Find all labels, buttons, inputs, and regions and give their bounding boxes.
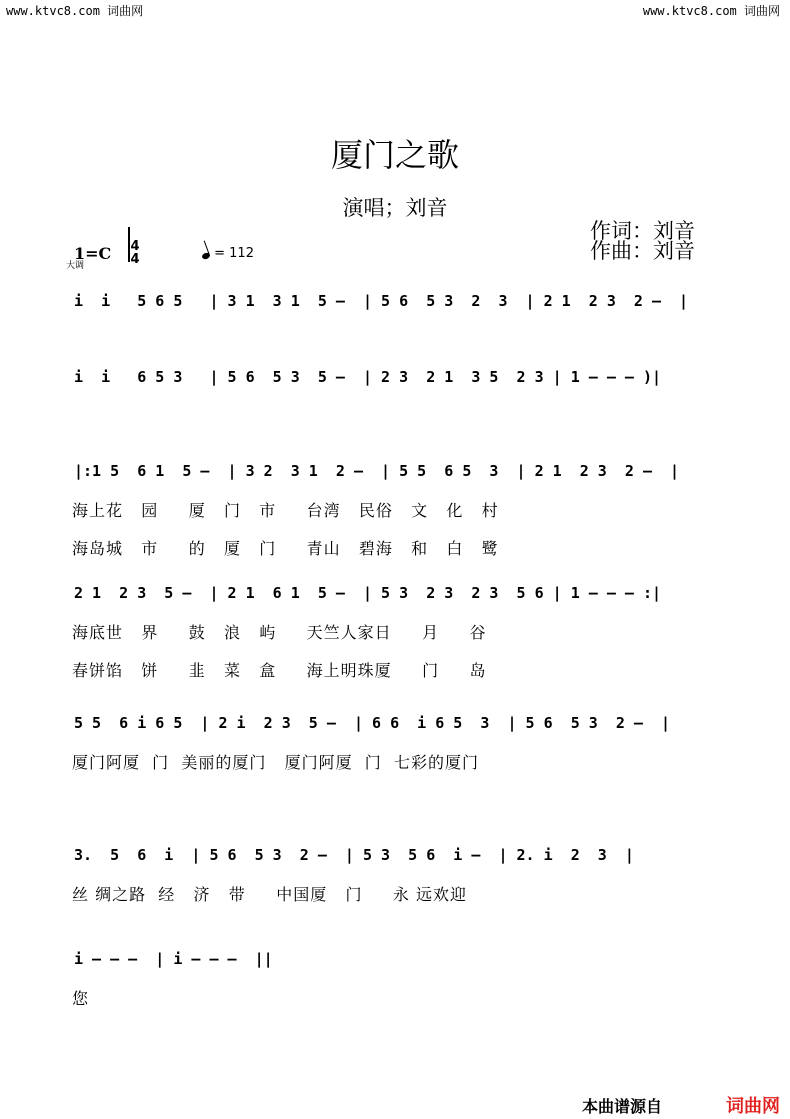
score-row-6-notes: 3. 5 6 i | 5 6 5 3 2 – | 5 3 5 6 i – | 2. i 2 3 | [74, 846, 634, 864]
score-row-4-notes: 2 1 2 3 5 – | 2 1 6 1 5 – | 5 3 2 3 2 3 5 6 | 1 – – – :| [74, 584, 661, 602]
score-row-4-lyric-2: 春饼馅 饼 韭 菜 盒 海上明珠厦 门 岛 [72, 661, 487, 680]
score-row-5-notes: 5 5 6 i 6 5 | 2 i 2 3 5 – | 6 6 i 6 5 3 | 5 6 5 3 2 – | [74, 714, 671, 732]
score-row-7-notes: i – – – | i – – – || [74, 950, 273, 968]
time-bottom: 4 [130, 252, 140, 267]
score-row-3-lyric-2: 海岛城 市 的 厦 门 青山 碧海 和 白 鹭 [72, 539, 499, 558]
score-row-3-lyric-1: 海上花 园 厦 门 市 台湾 民俗 文 化 村 [72, 501, 499, 520]
score-row-3-notes: |:1 5 6 1 5 – | 3 2 3 1 2 – | 5 5 6 5 3 | 2 1 2 3 2 – | [74, 462, 680, 480]
score-row-7-lyric-1: 您 [72, 989, 90, 1008]
singer: 演唱；刘音 [342, 196, 448, 220]
time-signature [128, 240, 142, 266]
score-row-6-lyric-1: 丝 绸之路 经 济 带 中国厦 门 永 远欢迎 [72, 885, 467, 904]
watermark-left: www.ktvc8.com 词曲网 [6, 4, 144, 18]
score-row-5-lyric-1: 厦门阿厦 门 美丽的厦门 厦门阿厦 门 七彩的厦门 [72, 753, 479, 772]
song-title: 厦门之歌 [330, 136, 459, 174]
score-row-1-notes: i i 5 6 5 | 3 1 3 1 5 – | 5 6 5 3 2 3 | 2 1 2 3 2 – | [74, 292, 689, 310]
score-row-4-lyric-1: 海底世 界 鼓 浪 屿 天竺人家日 月 谷 [72, 623, 487, 642]
time-top: 4 [130, 239, 140, 254]
quarter-note-icon [201, 252, 211, 260]
composer: 作曲：刘音 [590, 239, 695, 263]
footer-logo: 词曲网 [726, 1096, 780, 1117]
key-note: 大调 [66, 261, 85, 271]
lyricist: 作词：刘音 [590, 219, 695, 243]
score-row-2-notes: i i 6 5 3 | 5 6 5 3 5 – | 2 3 2 1 3 5 2 3 | 1 – – – )| [74, 368, 661, 386]
tempo-value: = 112 [214, 246, 254, 261]
tempo [202, 246, 254, 261]
footer-source: 本曲谱源自 [582, 1097, 663, 1116]
key-signature: 1=C [74, 244, 112, 263]
watermark-right: www.ktvc8.com 词曲网 [642, 4, 780, 18]
